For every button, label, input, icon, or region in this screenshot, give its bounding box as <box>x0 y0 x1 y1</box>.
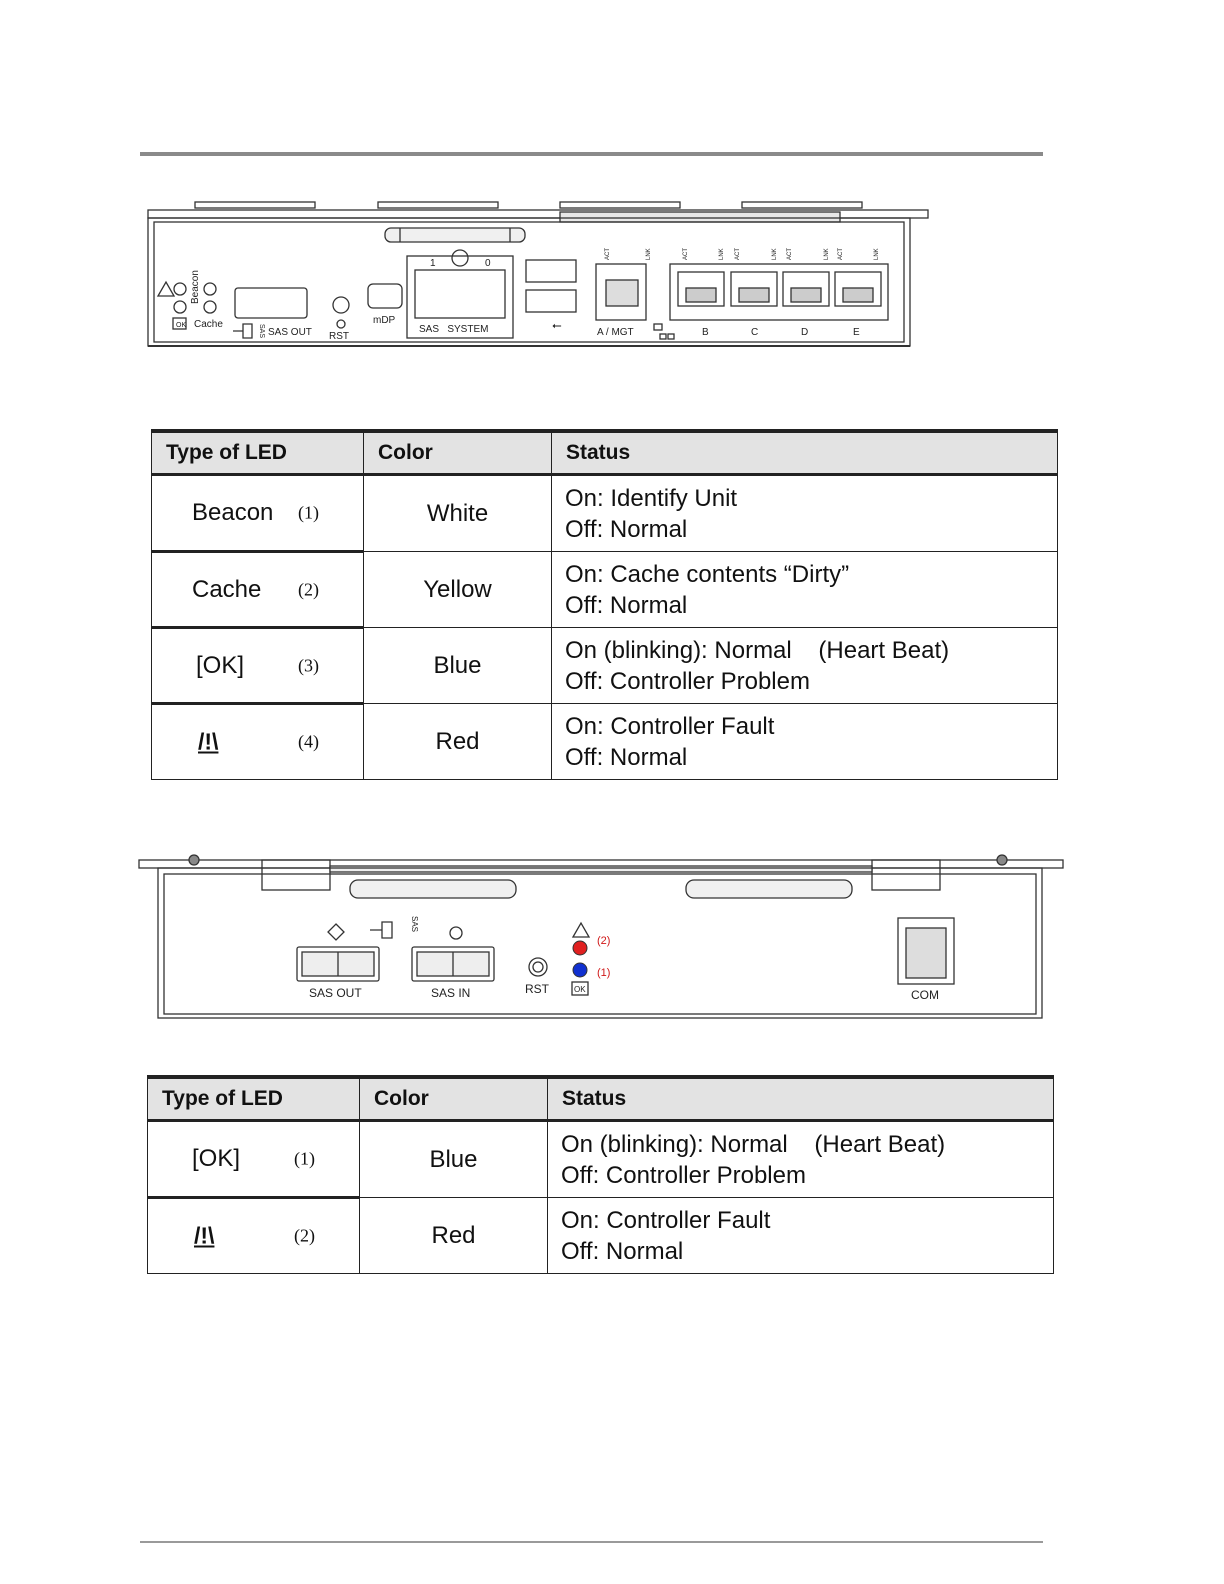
table-row <box>152 552 1058 628</box>
lnk-label: LNK <box>824 248 830 260</box>
status-off: Off: Controller Problem <box>565 667 810 695</box>
ok-led <box>573 963 587 977</box>
port-c-label: C <box>751 327 759 338</box>
led-type: [OK] <box>192 1145 241 1172</box>
table-row <box>152 704 1058 780</box>
ok-label: OK <box>176 322 187 329</box>
led-number: (1) <box>294 1148 315 1169</box>
sas-label: SAS <box>258 324 265 339</box>
led-number: (2) <box>294 1225 315 1246</box>
status-off: Off: Normal <box>565 743 688 771</box>
a-mgt-label: A / MGT <box>597 327 634 338</box>
header-status: Status <box>552 431 1058 475</box>
sas-out-label: SAS OUT <box>309 986 362 1000</box>
header-rule <box>140 152 1043 156</box>
beacon-led <box>174 283 186 295</box>
sas-out-diamond-icon <box>328 924 344 940</box>
ok-led <box>174 301 186 313</box>
status-on: On: Controller Fault <box>561 1206 771 1234</box>
beacon-label: Beacon <box>190 270 201 304</box>
mdp-port <box>368 284 402 308</box>
status-on: On (blinking): Normal (Heart Beat) <box>565 636 950 664</box>
act-label: ACT <box>683 248 689 260</box>
handle-right <box>686 880 852 898</box>
status-off: Off: Normal <box>565 591 688 619</box>
fault-led <box>573 941 587 955</box>
cache-led <box>204 301 216 313</box>
header-status: Status <box>548 1077 1054 1121</box>
led-type: /!\ <box>198 728 219 755</box>
top-clip <box>560 202 680 208</box>
led-number: (2) <box>298 579 319 599</box>
fault-warning-icon <box>158 282 174 296</box>
table-row <box>148 1121 1054 1198</box>
led-table-expansion <box>147 1075 1054 1274</box>
led-number: (3) <box>298 655 319 675</box>
lnk-label: LNK <box>874 248 880 260</box>
led-color: Red <box>360 1198 548 1274</box>
handle-left <box>350 880 516 898</box>
port-e-label: E <box>853 327 860 338</box>
led-type: [OK] <box>196 651 245 679</box>
sas-icon <box>370 922 392 938</box>
rst-label: RST <box>525 982 549 996</box>
cache-label: Cache <box>194 319 223 330</box>
ok-label: OK <box>574 985 586 994</box>
switch-position-0: 0 <box>485 258 491 269</box>
controller-panel-diagram <box>140 196 940 356</box>
port-d-label: D <box>801 327 809 338</box>
table-row <box>148 1198 1054 1274</box>
usb-icon: ⭠ <box>552 318 562 332</box>
table-row <box>152 475 1058 552</box>
network-icon <box>654 324 662 330</box>
header-color: Color <box>360 1077 548 1121</box>
status-off: Off: Normal <box>565 515 688 543</box>
lnk-label: LNK <box>646 248 652 260</box>
sas-in-label: SAS IN <box>431 986 471 1000</box>
sas-label: SAS <box>410 916 419 933</box>
act-label: ACT <box>838 248 844 260</box>
led-color: Red <box>364 704 552 780</box>
status-off: Off: Normal <box>561 1237 684 1265</box>
footer-rule <box>140 1541 1043 1543</box>
ejector-handle <box>385 228 525 242</box>
top-clip <box>195 202 315 208</box>
sas-out-icon <box>233 324 252 338</box>
display-window <box>235 288 307 318</box>
led-number: (4) <box>298 731 319 752</box>
usb-port <box>526 260 576 282</box>
rst-label: RST <box>329 331 349 342</box>
port-b-label: B <box>702 327 709 338</box>
header-type-of-led: Type of LED <box>148 1077 360 1121</box>
com-label: COM <box>911 988 939 1002</box>
lnk-label: LNK <box>719 248 725 260</box>
led-table-controller <box>151 429 1058 780</box>
led-type: Cache <box>192 575 262 603</box>
lnk-label: LNK <box>772 248 778 260</box>
usb-port <box>526 290 576 312</box>
sas-out-label: SAS OUT <box>268 327 312 338</box>
rst-button <box>529 958 547 976</box>
sas-in-circle-icon <box>450 927 462 939</box>
act-label: ACT <box>605 248 611 260</box>
sas-system-label: SAS SYSTEM <box>419 324 489 335</box>
led-color: Blue <box>360 1121 548 1198</box>
expansion-panel-diagram <box>136 852 1068 1024</box>
rst-button <box>333 297 349 313</box>
top-clip <box>378 202 498 208</box>
mdp-label: mDP <box>373 315 396 326</box>
led-number: (1) <box>298 502 319 523</box>
status-on: On: Controller Fault <box>565 712 775 740</box>
led-type: /!\ <box>194 1222 215 1249</box>
cache-led-upper <box>204 283 216 295</box>
led-type: Beacon <box>192 499 274 526</box>
status-off: Off: Controller Problem <box>561 1161 806 1189</box>
led-color: Yellow <box>364 552 552 628</box>
switch-position-1: 1 <box>430 258 436 269</box>
status-on: On (blinking): Normal (Heart Beat) <box>561 1130 946 1158</box>
act-label: ACT <box>787 248 793 260</box>
fault-warning-icon <box>573 923 589 937</box>
header-type-of-led: Type of LED <box>152 431 364 475</box>
led-callout-2: (2) <box>597 935 611 947</box>
table-row <box>152 628 1058 704</box>
top-clip <box>742 202 862 208</box>
status-on: On: Cache contents “Dirty” <box>565 560 850 588</box>
header-color: Color <box>364 431 552 475</box>
status-on: On: Identify Unit <box>565 484 738 512</box>
led-callout-1: (1) <box>597 967 611 979</box>
led-color: Blue <box>364 628 552 704</box>
act-label: ACT <box>735 248 741 260</box>
led-color: White <box>364 475 552 552</box>
